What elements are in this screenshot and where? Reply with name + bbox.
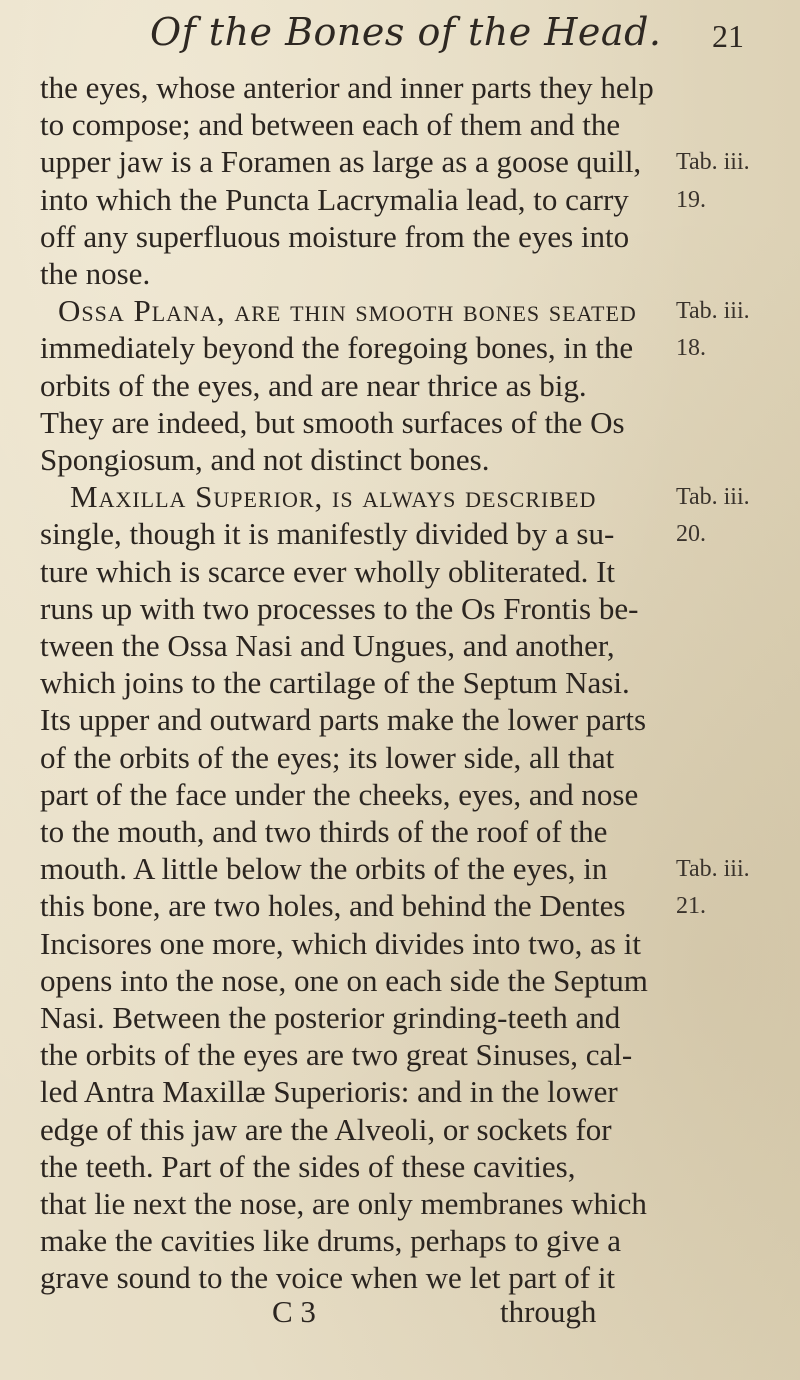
text-line: Nasi. Between the posterior grinding-teeth and xyxy=(40,1000,621,1035)
margin-note: Tab. iii. xyxy=(676,856,750,883)
text-line: part of the face under the cheeks, eyes, and nose xyxy=(40,776,639,812)
text-line: led Antra Maxillæ Superioris: and in the lower xyxy=(40,1074,618,1110)
text-line: this bone, are two holes, and behind the Dentes xyxy=(40,888,626,924)
text-line: Its upper and outward parts make the lower parts xyxy=(40,702,647,738)
margin-note: 19. xyxy=(676,186,706,213)
text-line: Ossa Plana, are thin smooth bones seated xyxy=(58,293,637,329)
text-line: which joins to the cartilage of the Septum Nasi. xyxy=(40,665,630,701)
margin-note: Tab. iii. xyxy=(676,484,750,511)
text-line: the nose. xyxy=(40,256,151,291)
text-line: of the orbits of the eyes; its lower side, all that xyxy=(40,739,615,775)
text-line: upper jaw is a Foramen as large as a goose quill, xyxy=(40,144,642,180)
text-line: opens into the nose, one on each side the Septum xyxy=(40,962,648,998)
text-line: tween the Ossa Nasi and Ungues, and another, xyxy=(40,628,615,663)
text-line: make the cavities like drums, perhaps to give a xyxy=(40,1223,622,1259)
text-line: Maxilla Superior, is always described xyxy=(70,479,597,515)
margin-note: Tab. iii. xyxy=(676,149,750,176)
text-line: edge of this jaw are the Alveoli, or sockets for xyxy=(40,1111,612,1147)
catchword: through xyxy=(500,1294,597,1329)
margin-note: 21. xyxy=(676,893,706,920)
text-line: Spongiosum, and not distinct bones. xyxy=(40,442,490,477)
running-head: Of the Bones of the Head. xyxy=(150,10,662,54)
text-line: off any superfluous moisture from the eyes into xyxy=(40,218,630,254)
text-line: the orbits of the eyes are two great Sinuses, cal- xyxy=(40,1037,633,1073)
margin-note: 18. xyxy=(676,335,706,362)
text-line: single, though it is manifestly divided by a su- xyxy=(40,516,615,552)
text-line: orbits of the eyes, and are near thrice as big. xyxy=(40,367,587,403)
text-line: They are indeed, but smooth surfaces of the Os xyxy=(40,404,625,440)
text-line: to the mouth, and two thirds of the roof of the xyxy=(40,814,608,849)
text-line: mouth. A little below the orbits of the eyes, in xyxy=(40,851,608,887)
text-line: the teeth. Part of the sides of these cavities, xyxy=(40,1148,576,1184)
text-line: immediately beyond the foregoing bones, in the xyxy=(40,330,634,366)
margin-note: 20. xyxy=(676,521,706,548)
text-line: to compose; and between each of them and the xyxy=(40,107,621,143)
signature-mark: C 3 xyxy=(272,1294,316,1329)
page-number: 21 xyxy=(712,18,744,54)
text-line: into which the Puncta Lacrymalia lead, to carry xyxy=(40,181,629,217)
margin-note: Tab. iii. xyxy=(676,298,750,325)
text-line: runs up with two processes to the Os Frontis be- xyxy=(40,590,639,626)
text-line: that lie next the nose, are only membranes which xyxy=(40,1186,647,1221)
text-line: Incisores one more, which divides into two, as it xyxy=(40,925,641,961)
text-line: ture which is scarce ever wholly obliterated. It xyxy=(40,553,615,589)
text-line: the eyes, whose anterior and inner parts they help xyxy=(40,70,654,105)
text-line: grave sound to the voice when we let part of it xyxy=(40,1260,616,1296)
